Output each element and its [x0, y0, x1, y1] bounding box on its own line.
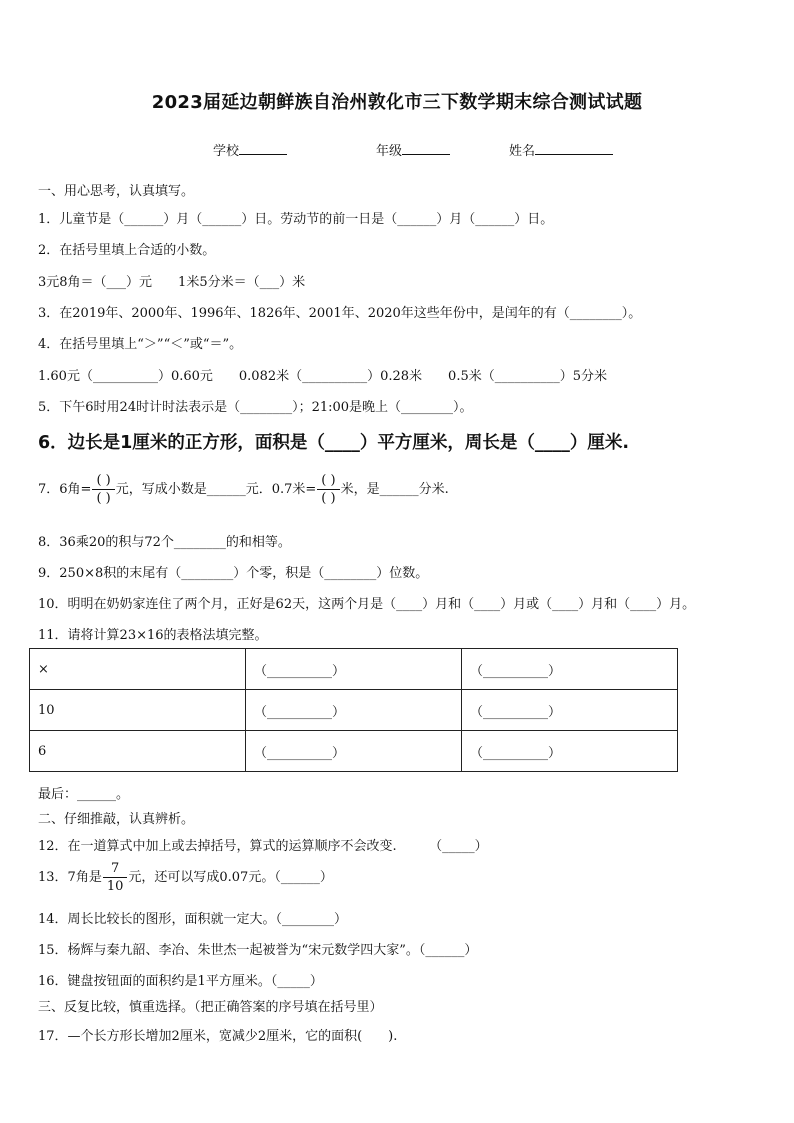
question-4: 4．在括号里填上“＞”“＜”或“＝”。: [38, 337, 243, 352]
table-row: [30, 731, 678, 772]
table-cell: ×: [30, 649, 246, 690]
name-field: [509, 140, 613, 159]
school-label: 学校: [213, 144, 240, 159]
question-3: 3．在2019年、2000年、1996年、1826年、2001年、2020年这些年份中，是闰年的有（________）。: [38, 306, 642, 321]
name-blank: [535, 140, 613, 155]
table-cell: 10: [30, 690, 246, 731]
table-cell-blank: （__________）: [462, 690, 678, 731]
table-cell-blank: （__________）: [462, 731, 678, 772]
fraction-denominator: 10: [106, 879, 124, 894]
fraction-blank-1: [92, 472, 114, 507]
question-6: 6．边长是1厘米的正方形，面积是（____）平方厘米，周长是（____）厘米.: [38, 433, 629, 453]
question-1: 1．儿童节是（______）月（______）日。劳动节的前一日是（______）月（______）日。: [38, 212, 554, 227]
table-cell-blank: （__________）: [246, 731, 462, 772]
fraction-numerator: ( ): [317, 472, 339, 490]
table-cell-blank: （__________）: [246, 690, 462, 731]
question-7: [38, 472, 449, 507]
question-15: 15．杨辉与秦九韶、李冶、朱世杰一起被誉为“宋元数学四大家”。（______）: [38, 943, 478, 958]
fraction-denominator: ( ): [96, 491, 111, 506]
question-2-items: 3元8角＝（___）元 1米5分米＝（___）米: [38, 275, 306, 290]
table-cell-blank: （__________）: [246, 649, 462, 690]
question-12: 12．在一道算式中加上或去掉括号，算式的运算顺序不会改变. （_____）: [38, 839, 488, 854]
question-14: 14．周长比较长的图形，面积就一定大。（________）: [38, 912, 348, 927]
fraction-numerator: 7: [103, 860, 128, 878]
school-blank: [239, 140, 287, 155]
multiplication-table: [29, 648, 678, 772]
grade-field: [376, 140, 450, 159]
section-2-heading: 二、仔细推敲，认真辨析。: [38, 812, 195, 827]
grade-label: 年级: [376, 144, 403, 159]
question-13: [38, 860, 333, 895]
section-3-heading: 三、反复比较，慎重选择。（把正确答案的序号填在括号里）: [38, 1000, 383, 1015]
fraction-blank-2: [317, 472, 339, 507]
question-5: 5．下午6时用24时计时法表示是（________）；21:00是晚上（________）。: [38, 400, 473, 415]
table-cell: 6: [30, 731, 246, 772]
fraction-numerator: ( ): [92, 472, 114, 490]
question-11: 11．请将计算23×16的表格法填完整。: [38, 628, 268, 643]
question-10: 10．明明在奶奶家连住了两个月，正好是62天，这两个月是（____）月和（____）月或（____）月和（____）月。: [38, 597, 696, 612]
question-9: 9．250×8积的末尾有（________）个零，积是（________）位数。: [38, 566, 429, 581]
question-7-part-c: 米，是______分米.: [340, 482, 449, 497]
question-13-part-b: 元，还可以写成0.07元。（______）: [128, 870, 333, 885]
school-field: [213, 140, 287, 159]
question-11-final: 最后：______。: [38, 787, 130, 802]
name-label: 姓名: [509, 144, 536, 159]
table-cell-blank: （__________）: [462, 649, 678, 690]
question-2: 2．在括号里填上合适的小数。: [38, 243, 216, 258]
question-7-part-b: 元，写成小数是______元．0.7米=: [115, 482, 317, 497]
question-13-part-a: 13．7角是: [38, 870, 102, 885]
table-row: [30, 690, 678, 731]
fraction-denominator: ( ): [321, 491, 336, 506]
question-17: 17．—个长方形长增加2厘米，宽减少2厘米，它的面积( ).: [38, 1029, 398, 1044]
fraction-seven-tenths: [103, 860, 128, 895]
page-title: 2023届延边朝鲜族自治州敦化市三下数学期末综合测试试题: [151, 92, 643, 113]
question-7-part-a: 7．6角=: [38, 482, 92, 497]
question-8: 8．36乘20的积与72个________的和相等。: [38, 535, 291, 550]
grade-blank: [402, 140, 450, 155]
table-row: [30, 649, 678, 690]
question-4-items: 1.60元（__________）0.60元 0.082米（__________）0.28米 0.5米（__________）5分米: [38, 369, 607, 384]
section-1-heading: 一、用心思考，认真填写。: [38, 184, 195, 199]
question-16: 16．键盘按钮面的面积约是1平方厘米。（_____）: [38, 974, 323, 989]
